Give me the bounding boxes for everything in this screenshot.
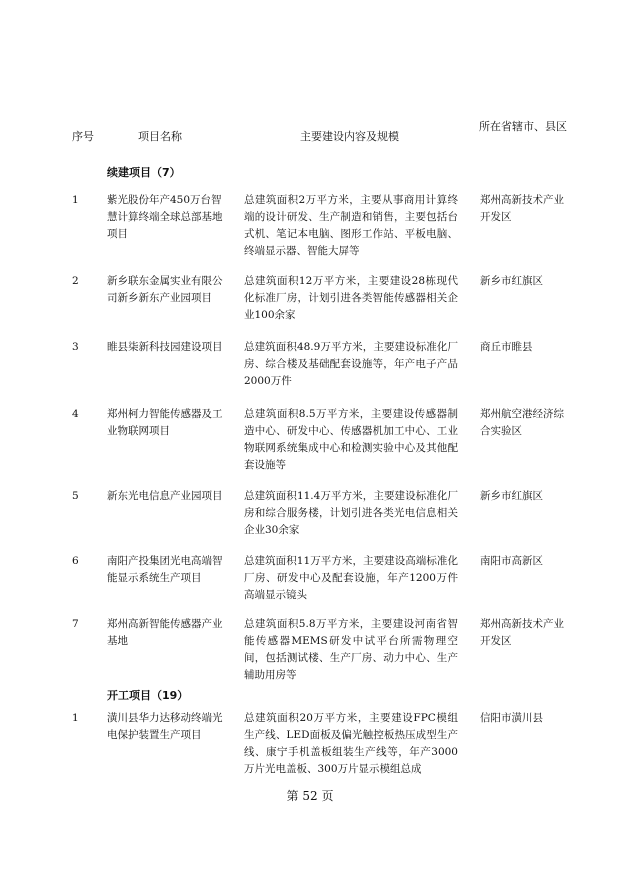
- page-number: 第 52 页: [286, 789, 334, 803]
- row-content: 总建筑面积8.5万平方米，主要建设传感器制造中心、研发中心、传感器机加工中心、工业物联网系统集成中心和检测实验中心及其他配套设施等: [244, 408, 458, 471]
- row-location: 郑州高新技术产业开发区: [480, 194, 564, 223]
- row-seq: 3: [72, 341, 79, 353]
- row-location: 信阳市潢川县: [480, 712, 543, 724]
- header-name: 项目名称: [138, 130, 182, 143]
- row-location: 新乡市红旗区: [480, 490, 543, 502]
- section-title-continuing: 续建项目（7）: [107, 166, 181, 179]
- row-name: 新东光电信息产业园项目: [107, 490, 223, 502]
- row-name: 南阳产投集团光电高端智能显示系统生产项目: [107, 555, 223, 584]
- row-name: 睢县柒新科技园建设项目: [107, 341, 223, 353]
- row-content: 总建筑面积12万平方米，主要建设28栋现代化标准厂房，计划引进各类智能传感器相关企业100余家: [244, 275, 458, 321]
- header-seq: 序号: [72, 130, 94, 143]
- row-name: 郑州柯力智能传感器及工业物联网项目: [107, 408, 223, 437]
- row-seq: 1: [72, 712, 79, 724]
- section-title-starting: 开工项目（19）: [107, 689, 189, 702]
- row-location: 郑州高新技术产业开发区: [480, 618, 564, 647]
- header-location: 所在省辖市、县区: [479, 120, 567, 133]
- row-content: 总建筑面积11万平方米，主要建设高端标准化厂房、研发中心及配套设施，年产1200万件高端显示镜头: [244, 555, 458, 601]
- row-seq: 4: [72, 408, 79, 420]
- row-content: 总建筑面积20万平方米，主要建设FPC模组生产线、LED面板及偏光触控板热压成型生产线、康宁手机盖板组装生产线等，年产3000万片光电盖板、300万片显示模组总成: [244, 712, 458, 775]
- header-content: 主要建设内容及规模: [300, 130, 399, 143]
- row-location: 新乡市红旗区: [480, 275, 543, 287]
- row-location: 南阳市高新区: [480, 555, 543, 567]
- row-seq: 6: [72, 555, 79, 567]
- row-content: 总建筑面积2万平方米，主要从事商用计算终端的设计研发、生产制造和销售，主要包括台式机、笔记本电脑、图形工作站、平板电脑、终端显示器、智能大屏等: [244, 194, 458, 257]
- row-name: 新乡联东金属实业有限公司新乡新东产业园项目: [107, 275, 223, 304]
- row-content: 总建筑面积48.9万平方米，主要建设标准化厂房、综合楼及基础配套设施等，年产电子产品2000万件: [244, 341, 458, 387]
- row-content: 总建筑面积5.8万平方米，主要建设河南省智能传感器MEMS研发中试平台所需物理空间，包括测试楼、生产厂房、动力中心、生产辅助用房等: [244, 618, 458, 681]
- row-seq: 5: [72, 490, 79, 502]
- row-seq: 1: [72, 194, 79, 206]
- row-seq: 7: [72, 618, 79, 630]
- row-location: 商丘市睢县: [480, 341, 533, 353]
- row-name: 郑州高新智能传感器产业基地: [107, 618, 223, 647]
- row-location: 郑州航空港经济综合实验区: [480, 408, 564, 437]
- row-content: 总建筑面积11.4万平方米，主要建设标准化厂房和综合服务楼，计划引进各类光电信息相关企业30余家: [244, 490, 458, 536]
- row-seq: 2: [72, 275, 79, 287]
- row-name: 潢川县华力达移动终端光电保护装置生产项目: [107, 712, 223, 741]
- row-name: 紫光股份年产450万台智慧计算终端全球总部基地项目: [107, 194, 223, 240]
